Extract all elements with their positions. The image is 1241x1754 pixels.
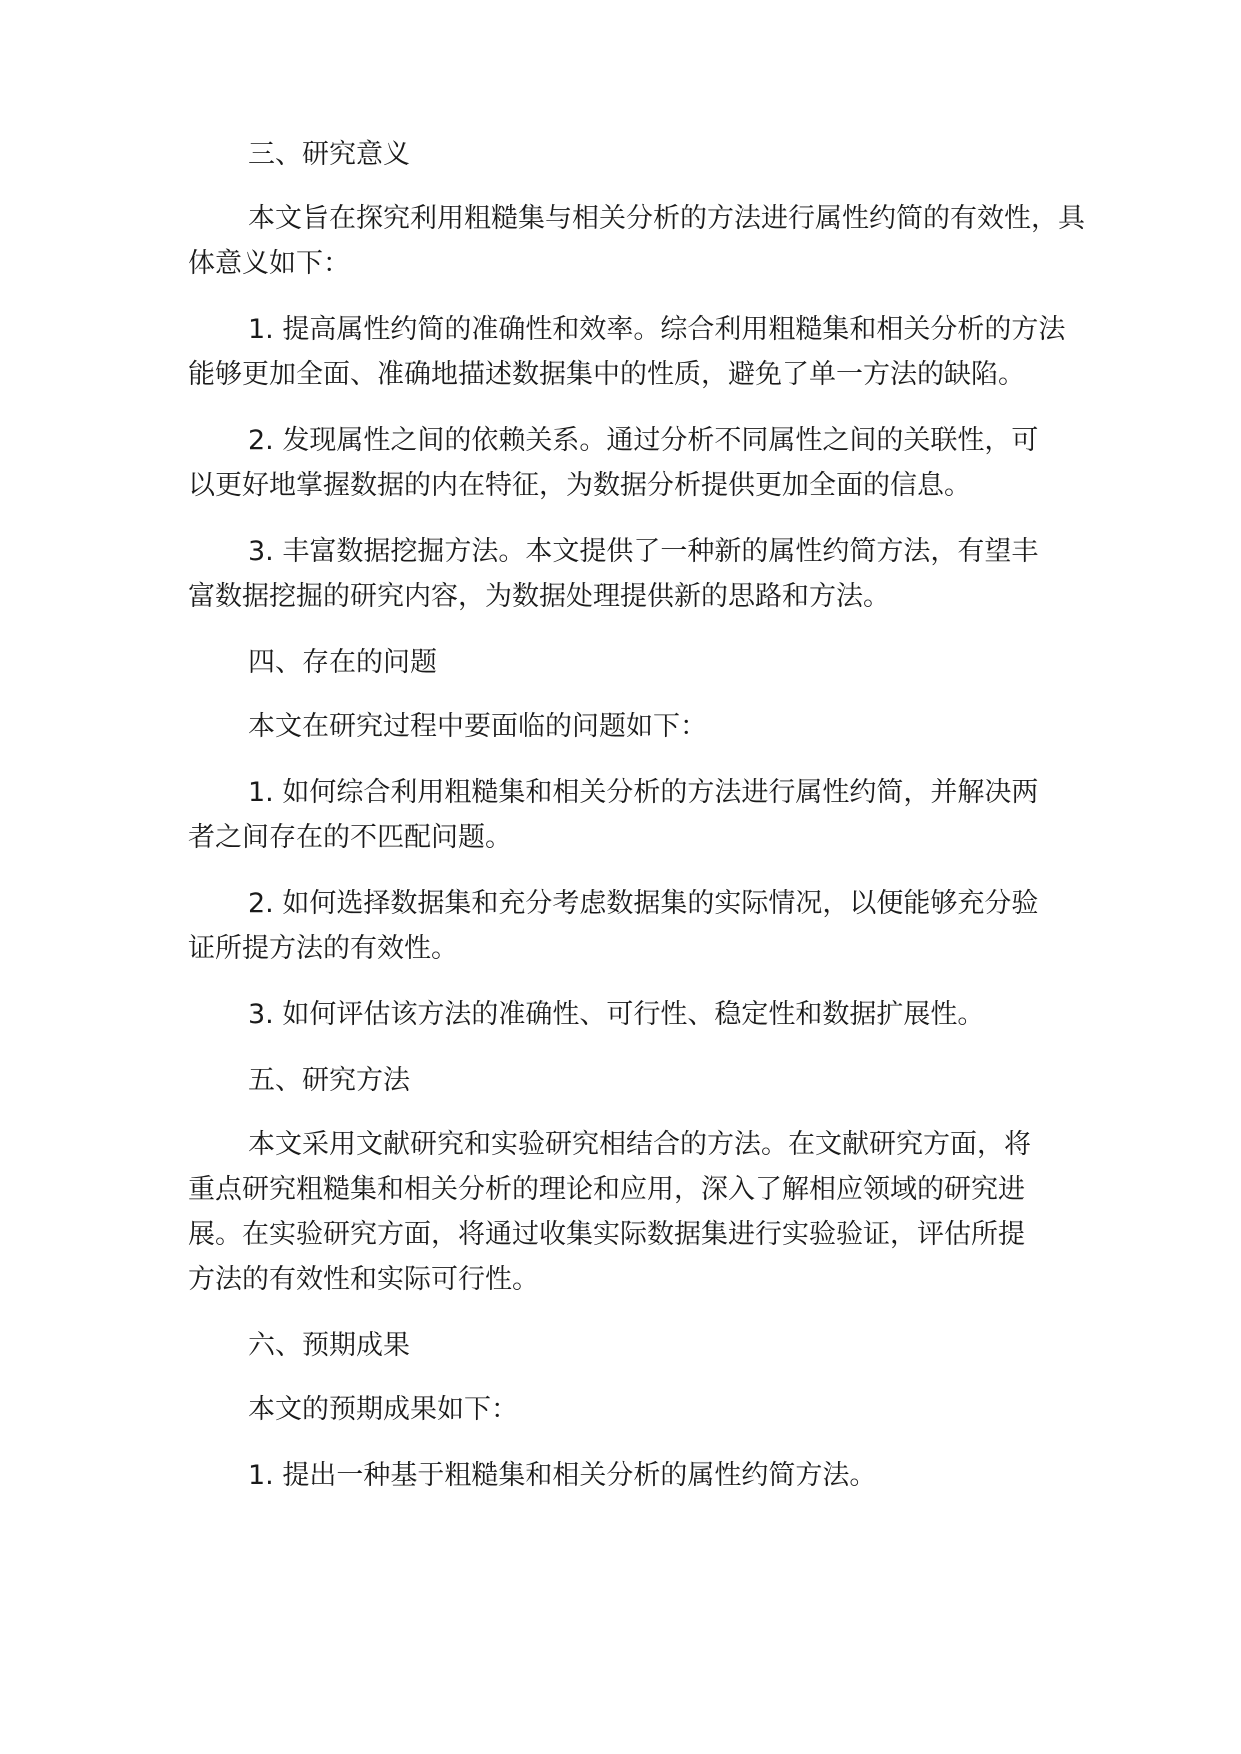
list-item-problem-3: 3. 如何评估该方法的准确性、可行性、稳定性和数据扩展性。 bbox=[248, 999, 985, 1030]
section-heading-research-significance: 三、研究意义 bbox=[248, 139, 410, 170]
paragraph-research-methods: 本文采用文献研究和实验研究相结合的方法。在文献研究方面，将重点研究粗糙集和相关分析的理论和应用，深入了解相应领域的研究进展。在实验研究方面，将通过收集实际数据集进行实验验证，评估所提方法的有效性和实际可行性。 bbox=[188, 1129, 1031, 1295]
paragraph-significance-intro: 本文旨在探究利用粗糙集与相关分析的方法进行属性约简的有效性，具体意义如下： bbox=[188, 203, 1085, 279]
section-heading-existing-problems: 四、存在的问题 bbox=[248, 647, 437, 678]
list-item-problem-2: 2. 如何选择数据集和充分考虑数据集的实际情况，以便能够充分验证所提方法的有效性。 bbox=[188, 888, 1039, 964]
list-item-significance-1: 1. 提高属性约简的准确性和效率。综合利用粗糙集和相关分析的方法能够更加全面、准确地描述数据集中的性质，避免了单一方法的缺陷。 bbox=[188, 314, 1066, 390]
document-page bbox=[188, 132, 1088, 1519]
list-item-significance-3: 3. 丰富数据挖掘方法。本文提供了一种新的属性约简方法，有望丰富数据挖掘的研究内容，为数据处理提供新的思路和方法。 bbox=[188, 536, 1039, 612]
list-item-significance-2: 2. 发现属性之间的依赖关系。通过分析不同属性之间的关联性，可以更好地掌握数据的内在特征，为数据分析提供更加全面的信息。 bbox=[188, 425, 1039, 501]
paragraph-expected-results-intro: 本文的预期成果如下： bbox=[248, 1394, 518, 1425]
section-heading-expected-results: 六、预期成果 bbox=[248, 1330, 410, 1361]
list-item-expected-result-1: 1. 提出一种基于粗糙集和相关分析的属性约简方法。 bbox=[248, 1460, 877, 1491]
section-heading-research-methods: 五、研究方法 bbox=[248, 1065, 410, 1096]
list-item-problem-1: 1. 如何综合利用粗糙集和相关分析的方法进行属性约简，并解决两者之间存在的不匹配问题。 bbox=[188, 777, 1039, 853]
paragraph-problems-intro: 本文在研究过程中要面临的问题如下： bbox=[248, 711, 707, 742]
